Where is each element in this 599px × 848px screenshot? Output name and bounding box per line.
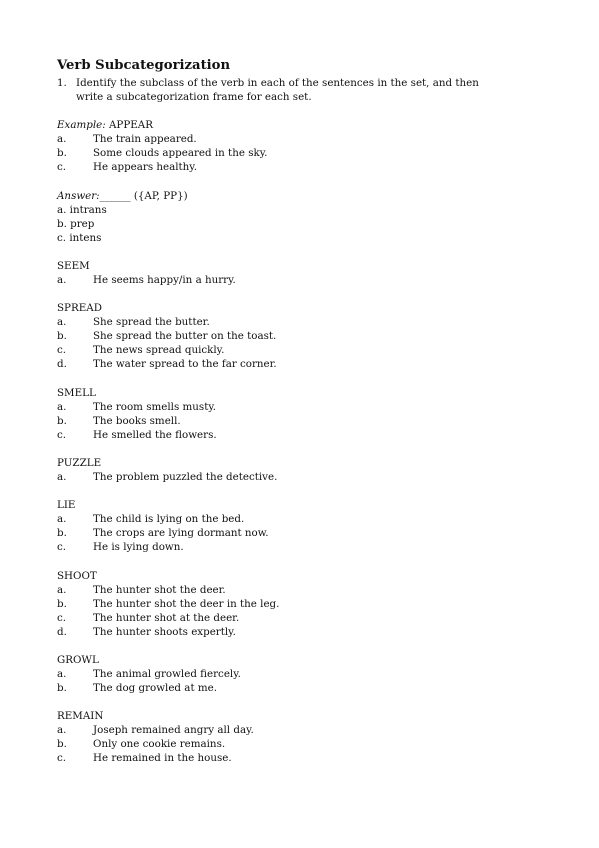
item-sentence: Joseph remained angry all day. [93, 724, 254, 737]
list-item [57, 470, 497, 484]
item-sentence: He appears healthy. [93, 161, 198, 174]
list-item [57, 611, 497, 625]
item-sentence: The crops are lying dormant now. [93, 527, 269, 540]
list-item [57, 540, 497, 554]
answer-blank: ______ [99, 190, 131, 202]
list-item [57, 160, 497, 174]
list-item [57, 526, 497, 540]
item-sentence: The train appeared. [93, 133, 197, 146]
item-letter: b. [57, 738, 67, 751]
item-sentence: He is lying down. [93, 541, 184, 554]
verb-set-seem [57, 259, 497, 287]
answer-frame: ({AP, PP}) [133, 190, 188, 202]
item-sentence: She spread the butter on the toast. [93, 330, 277, 343]
item-sentence: She spread the butter. [93, 316, 210, 329]
list-item [57, 357, 497, 371]
item-letter: b. [57, 527, 67, 540]
instruction-number: 1. [57, 77, 67, 89]
verb-set-spread [57, 301, 497, 371]
list-item [57, 428, 497, 442]
example-heading [57, 118, 497, 132]
item-sentence: The problem puzzled the detective. [93, 471, 278, 484]
answer-heading [57, 189, 497, 203]
verb-set-lie [57, 498, 497, 554]
list-item [57, 625, 497, 639]
item-sentence: He smelled the flowers. [93, 429, 217, 442]
item-sentence: The hunter shot at the deer. [93, 612, 240, 625]
item-letter: d. [57, 626, 67, 639]
verb-heading: LIE [57, 499, 76, 511]
item-letter: b. [57, 330, 67, 343]
verb-heading: SPREAD [57, 302, 102, 314]
item-sentence: The hunter shot the deer. [93, 584, 226, 597]
verb-set-puzzle [57, 456, 497, 484]
answer-label: Answer: [57, 190, 100, 202]
list-item [57, 414, 497, 428]
answer-item: b. prep [57, 218, 95, 231]
verb-heading: SMELL [57, 387, 96, 399]
example-verb: APPEAR [108, 119, 153, 131]
verb-heading: GROWL [57, 654, 99, 666]
item-letter: a. [57, 584, 67, 597]
answer-item: c. intens [57, 232, 102, 245]
item-sentence: The animal growled fiercely. [93, 668, 241, 681]
item-sentence: He seems happy/in a hurry. [93, 274, 236, 287]
item-sentence: Only one cookie remains. [93, 738, 226, 751]
list-item [57, 315, 497, 329]
item-letter: a. [57, 133, 67, 146]
item-letter: b. [57, 415, 67, 428]
verb-set-shoot [57, 569, 497, 639]
list-item [57, 329, 497, 343]
verb-heading: PUZZLE [57, 457, 102, 469]
item-letter: a. [57, 316, 67, 329]
verb-heading: REMAIN [57, 710, 104, 722]
list-item [57, 400, 497, 414]
item-letter: c. [57, 344, 67, 357]
item-sentence: The room smells musty. [93, 401, 217, 414]
list-item [57, 681, 497, 695]
item-sentence: The news spread quickly. [93, 344, 225, 357]
item-sentence: Some clouds appeared in the sky. [93, 147, 268, 160]
list-item [57, 583, 497, 597]
item-letter: b. [57, 682, 67, 695]
item-sentence: The child is lying on the bed. [93, 513, 245, 526]
item-letter: a. [57, 668, 67, 681]
answer-block [57, 189, 497, 245]
list-item [57, 751, 497, 765]
item-sentence: The water spread to the far corner. [93, 358, 277, 371]
verb-heading: SHOOT [57, 570, 97, 582]
item-letter: c. [57, 752, 67, 765]
verb-set-remain [57, 709, 497, 765]
item-letter: c. [57, 161, 67, 174]
example-block [57, 118, 497, 174]
instruction [57, 76, 497, 104]
list-item [57, 597, 497, 611]
list-item [57, 737, 497, 751]
page-title: Verb Subcategorization [57, 58, 231, 73]
verb-set-smell [57, 386, 497, 442]
list-item [57, 132, 497, 146]
item-letter: c. [57, 429, 67, 442]
list-item [57, 667, 497, 681]
item-letter: b. [57, 598, 67, 611]
list-item [57, 273, 497, 287]
item-sentence: The books smell. [93, 415, 181, 428]
list-item [57, 512, 497, 526]
item-sentence: The dog growled at me. [93, 682, 217, 695]
item-letter: b. [57, 147, 67, 160]
item-sentence: The hunter shot the deer in the leg. [93, 598, 280, 611]
item-letter: a. [57, 513, 67, 526]
item-letter: c. [57, 541, 67, 554]
item-sentence: He remained in the house. [93, 752, 232, 765]
example-label: Example: [57, 119, 106, 131]
item-letter: a. [57, 274, 67, 287]
item-letter: d. [57, 358, 67, 371]
verb-set-growl [57, 653, 497, 695]
item-letter: a. [57, 471, 67, 484]
verb-heading: SEEM [57, 260, 90, 272]
item-letter: a. [57, 724, 67, 737]
list-item [57, 723, 497, 737]
answer-item: a. intrans [57, 204, 107, 217]
item-letter: a. [57, 401, 67, 414]
list-item [57, 343, 497, 357]
item-letter: c. [57, 612, 67, 625]
item-sentence: The hunter shoots expertly. [93, 626, 236, 639]
instruction-text: Identify the subclass of the verb in each of the sentences in the set, and then write a subcategorization frame for each set. [76, 77, 479, 104]
list-item [57, 146, 497, 160]
